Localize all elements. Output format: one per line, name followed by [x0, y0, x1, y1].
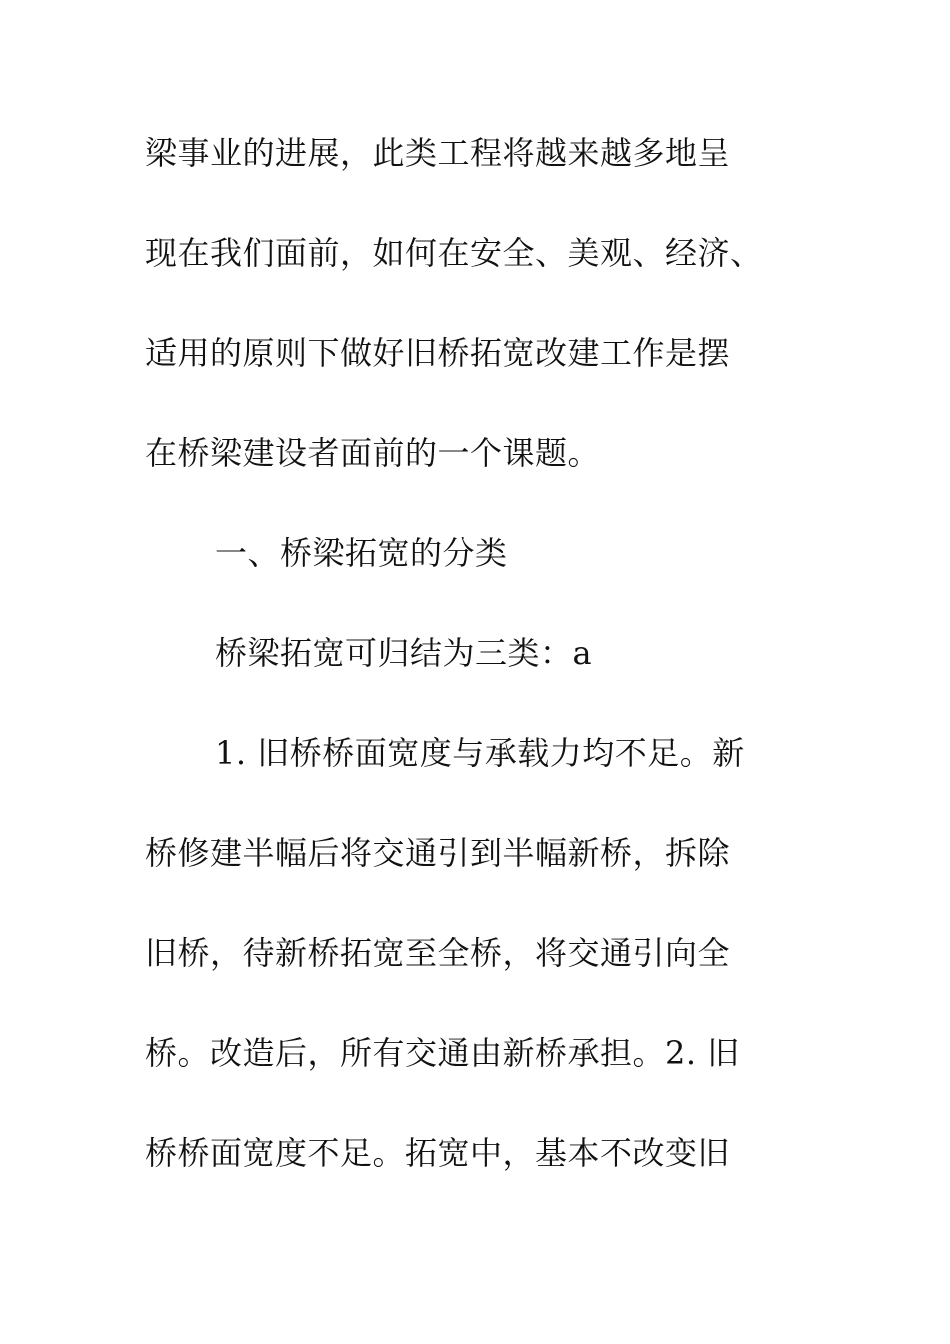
- paragraph-line: 桥修建半幅后将交通引到半幅新桥，拆除: [145, 834, 731, 872]
- paragraph-line: 桥。改造后，所有交通由新桥承担。2. 旧: [145, 1034, 740, 1072]
- section-heading: 一、桥梁拓宽的分类: [215, 534, 508, 572]
- paragraph-line: 在桥梁建设者面前的一个课题。: [145, 434, 601, 472]
- paragraph-line: 旧桥，待新桥拓宽至全桥，将交通引向全: [145, 934, 731, 972]
- paragraph-line: 桥桥面宽度不足。拓宽中，基本不改变旧: [145, 1134, 731, 1172]
- paragraph-line: 适用的原则下做好旧桥拓宽改建工作是摆: [145, 334, 731, 372]
- paragraph-line: 现在我们面前，如何在安全、美观、经济、: [145, 234, 763, 272]
- list-item-line: 1. 旧桥桥面宽度与承载力均不足。新: [215, 734, 745, 772]
- paragraph-line: 桥梁拓宽可归结为三类：a: [215, 634, 593, 672]
- paragraph-line: 梁事业的进展，此类工程将越来越多地呈: [145, 134, 731, 172]
